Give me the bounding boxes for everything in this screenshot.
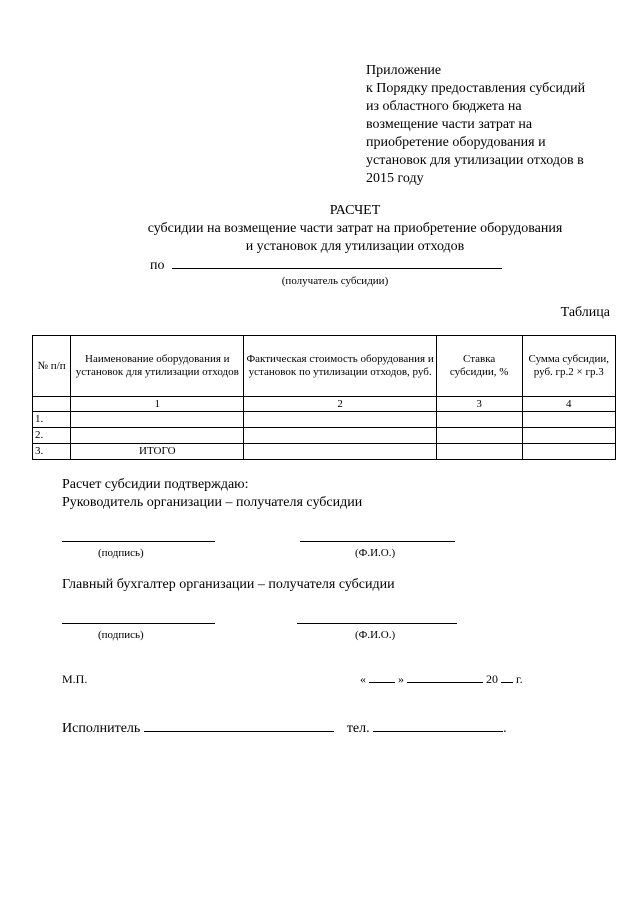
column-number: 4	[522, 397, 615, 412]
tel-label: тел.	[346, 721, 370, 736]
header-subsidy-sum: Сумма субсидии, руб. гр.2 × гр.3	[522, 336, 615, 397]
date-field	[360, 672, 523, 687]
appendix-line: Приложение	[366, 63, 442, 78]
header-number: № п/п	[33, 336, 71, 397]
table-caption: Таблица	[560, 305, 610, 320]
table-cell[interactable]	[244, 444, 436, 460]
table-cell	[33, 397, 71, 412]
appendix-line: из областного бюджета на	[366, 99, 522, 114]
appendix-note	[366, 62, 585, 188]
recipient-note: (получатель субсидии)	[281, 275, 389, 287]
column-number: 1	[71, 397, 244, 412]
recipient-line	[150, 256, 502, 275]
date-century: 20	[486, 672, 498, 686]
date-year-field[interactable]	[501, 672, 513, 683]
table-cell[interactable]	[244, 412, 436, 428]
column-number-row	[33, 397, 616, 412]
date-year-suffix: г.	[516, 672, 523, 686]
table-cell[interactable]	[244, 428, 436, 444]
recipient-field[interactable]	[172, 256, 502, 269]
title-line-1: субсидии на возмещение части затрат на приобретение оборудования	[147, 221, 563, 236]
table-cell[interactable]	[71, 428, 244, 444]
table-cell[interactable]	[522, 444, 615, 460]
table-row	[33, 412, 616, 428]
tel-field[interactable]	[373, 719, 503, 732]
document-title	[0, 202, 640, 256]
title-line-2: и установок для утилизации отходов	[245, 239, 465, 254]
table-cell[interactable]	[522, 412, 615, 428]
total-label: ИТОГО	[71, 444, 244, 460]
table-header-row	[33, 336, 616, 397]
column-number: 3	[436, 397, 522, 412]
header-subsidy-rate: Ставка субсидии, %	[436, 336, 522, 397]
header-equipment-name: Наименование оборудования и установок для утилизации отходов	[71, 336, 244, 397]
table-cell[interactable]	[522, 428, 615, 444]
table-row	[33, 428, 616, 444]
executor-end: .	[503, 721, 507, 736]
head-fio-line[interactable]	[300, 541, 455, 542]
row-number: 1.	[33, 412, 71, 428]
executor-line	[62, 719, 507, 738]
po-label: по	[150, 258, 165, 273]
title-heading: РАСЧЕТ	[329, 203, 381, 218]
date-month-field[interactable]	[407, 672, 483, 683]
appendix-line: возмещение части затрат на	[366, 117, 533, 132]
executor-label: Исполнитель	[62, 721, 141, 736]
date-day-field[interactable]	[369, 672, 395, 683]
accountant-fio-line[interactable]	[297, 623, 457, 624]
fio-label: (Ф.И.О.)	[355, 629, 396, 641]
signature-label: (подпись)	[98, 547, 144, 559]
date-quote-close: »	[398, 672, 404, 686]
signature-label: (подпись)	[98, 629, 144, 641]
executor-name-field[interactable]	[144, 719, 334, 732]
stamp-mark: М.П.	[62, 672, 88, 686]
confirm-text: Расчет субсидии подтверждаю:	[62, 477, 249, 492]
row-number: 2.	[33, 428, 71, 444]
table-cell[interactable]	[71, 412, 244, 428]
fio-label: (Ф.И.О.)	[355, 547, 396, 559]
table-row-total	[33, 444, 616, 460]
header-actual-cost: Фактическая стоимость оборудования и установок по утилизации отходов, руб.	[244, 336, 436, 397]
table-cell[interactable]	[436, 444, 522, 460]
row-number: 3.	[33, 444, 71, 460]
appendix-line: 2015 году	[366, 171, 424, 186]
appendix-line: к Порядку предоставления субсидий	[366, 81, 586, 96]
table-cell[interactable]	[436, 412, 522, 428]
head-label: Руководитель организации – получателя субсидии	[62, 495, 363, 510]
date-quote-open: «	[360, 672, 366, 686]
accountant-signature-line[interactable]	[62, 623, 215, 624]
column-number: 2	[244, 397, 436, 412]
appendix-line: приобретение оборудования и	[366, 135, 546, 150]
appendix-line: установок для утилизации отходов в	[366, 153, 584, 168]
head-signature-line[interactable]	[62, 541, 215, 542]
accountant-label: Главный бухгалтер организации – получателя субсидии	[62, 577, 395, 592]
subsidy-table	[32, 335, 616, 460]
table-cell[interactable]	[436, 428, 522, 444]
